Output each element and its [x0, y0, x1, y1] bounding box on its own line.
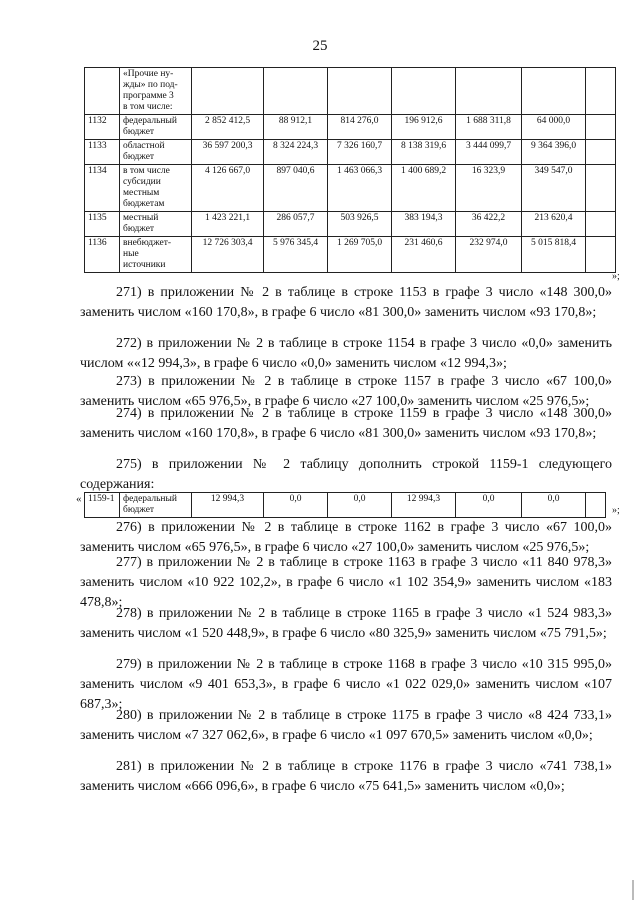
amendment-paragraph: 280) в приложении № 2 в таблице в строке 1175 в графе 3 число «8 424 733,1» заменить числом «7 327 062,6», в графе 6 число «1 097 670,5» заменить числом «0,0»; — [80, 708, 612, 743]
row-value-col-3: 1 423 221,1 — [192, 212, 264, 237]
row-code: 1134 — [85, 165, 120, 212]
row-value-col-9 — [586, 68, 616, 115]
amendment-paragraph: 271) в приложении № 2 в таблице в строке 1153 в графе 3 число «148 300,0» заменить числом «160 170,8», в графе 6 число «81 300,0» заменить числом «93 170,8»; — [80, 285, 612, 320]
row-value-col-7 — [456, 68, 522, 115]
table-row — [85, 140, 616, 165]
new-row-table — [84, 492, 606, 518]
amendment-paragraph: 281) в приложении № 2 в таблице в строке 1176 в графе 3 число «741 738,1» заменить числом «666 096,6», в графе 6 число «75 641,5» заменить числом «0,0»; — [80, 759, 612, 794]
amendment-paragraph: 275) в приложении № 2 таблицу дополнить строкой 1159-1 следующего содержания: — [80, 457, 612, 492]
scan-margin-mark — [632, 880, 634, 900]
amendment-paragraph: 277) в приложении № 2 в таблице в строке 1163 в графе 3 число «11 840 978,3» заменить числом «10 922 102,2», в графе 6 число «1 102 354,9» заменить числом «183 478,8»; — [80, 555, 612, 610]
row-value-col-8: 349 547,0 — [522, 165, 586, 212]
row-value-col-9 — [586, 493, 606, 518]
amendment-paragraph: 272) в приложении № 2 в таблице в строке 1154 в графе 3 число «0,0» заменить числом ««12 994,3», в графе 6 число «0,0» заменить числом «12 994,3»; — [80, 336, 612, 371]
row-name: областной бюджет — [120, 140, 192, 165]
row-value-col-6: 1 400 689,2 — [392, 165, 456, 212]
row-name: внебюджет- ные источники — [120, 237, 192, 273]
row-code: 1159-1 — [85, 493, 120, 518]
table-row — [85, 68, 616, 115]
row-value-col-3: 2 852 412,5 — [192, 115, 264, 140]
row-code: 1136 — [85, 237, 120, 273]
row-value-col-6: 383 194,3 — [392, 212, 456, 237]
amendment-paragraph: 278) в приложении № 2 в таблице в строке 1165 в графе 3 число «1 524 983,3» заменить числом «1 520 448,9», в графе 6 число «80 325,9» заменить числом «75 791,5»; — [80, 606, 612, 641]
row-value-col-6 — [392, 68, 456, 115]
amendment-paragraph: 273) в приложении № 2 в таблице в строке 1157 в графе 3 число «67 100,0» заменить числом «65 976,5», в графе 6 число «27 100,0» заменить числом «25 976,5»; — [80, 374, 612, 409]
row-name: федеральный бюджет — [120, 115, 192, 140]
row-value-col-7: 232 974,0 — [456, 237, 522, 273]
row-value-col-6: 8 138 319,6 — [392, 140, 456, 165]
row-value-col-4 — [264, 68, 328, 115]
row-value-col-8 — [522, 68, 586, 115]
row-value-col-7: 36 422,2 — [456, 212, 522, 237]
row-value-col-9 — [586, 140, 616, 165]
row-value-col-3: 4 126 667,0 — [192, 165, 264, 212]
row-value-col-3: 36 597 200,3 — [192, 140, 264, 165]
row-value-col-4: 286 057,7 — [264, 212, 328, 237]
row-value-col-3: 12 726 303,4 — [192, 237, 264, 273]
row-value-col-7: 16 323,9 — [456, 165, 522, 212]
row-code: 1133 — [85, 140, 120, 165]
table-row — [85, 165, 616, 212]
row-value-col-8: 64 000,0 — [522, 115, 586, 140]
row-value-col-6: 231 460,6 — [392, 237, 456, 273]
table-row — [85, 212, 616, 237]
table-closing-quote: »; — [612, 271, 620, 282]
row-value-col-5: 814 276,0 — [328, 115, 392, 140]
row-value-col-7: 0,0 — [456, 493, 522, 518]
row-value-col-4: 0,0 — [264, 493, 328, 518]
row-value-col-5: 503 926,5 — [328, 212, 392, 237]
row-value-col-6: 196 912,6 — [392, 115, 456, 140]
row-value-col-5: 0,0 — [328, 493, 392, 518]
row-closing-quote: »; — [612, 505, 620, 516]
row-value-col-8: 0,0 — [522, 493, 586, 518]
row-value-col-4: 88 912,1 — [264, 115, 328, 140]
row-value-col-8: 5 015 818,4 — [522, 237, 586, 273]
amendment-paragraph: 276) в приложении № 2 в таблице в строке 1162 в графе 3 число «67 100,0» заменить числом «65 976,5», в графе 6 число «27 100,0» заменить числом «25 976,5»; — [80, 520, 612, 555]
page-number: 25 — [312, 38, 328, 54]
row-value-col-9 — [586, 237, 616, 273]
row-value-col-3 — [192, 68, 264, 115]
row-value-col-5: 1 463 066,3 — [328, 165, 392, 212]
table-row — [85, 115, 616, 140]
row-value-col-4: 897 040,6 — [264, 165, 328, 212]
row-value-col-6: 12 994,3 — [392, 493, 456, 518]
row-value-col-8: 9 364 396,0 — [522, 140, 586, 165]
row-value-col-8: 213 620,4 — [522, 212, 586, 237]
row-name: в том числе субсидии местным бюджетам — [120, 165, 192, 212]
row-value-col-4: 5 976 345,4 — [264, 237, 328, 273]
row-value-col-3: 12 994,3 — [192, 493, 264, 518]
main-table — [84, 67, 616, 273]
row-value-col-4: 8 324 224,3 — [264, 140, 328, 165]
row-name: «Прочие ну- жды» по под- программе 3 в том числе: — [120, 68, 192, 115]
amendment-paragraph: 274) в приложении № 2 в таблице в строке 1159 в графе 3 число «148 300,0» заменить числом «160 170,8», в графе 6 число «81 300,0» заменить числом «93 170,8»; — [80, 406, 612, 441]
row-code: 1132 — [85, 115, 120, 140]
amendment-paragraph: 279) в приложении № 2 в таблице в строке 1168 в графе 3 число «10 315 995,0» заменить числом «9 401 653,3», в графе 6 число «1 022 029,0» заменить числом «107 687,3»; — [80, 657, 612, 712]
table-row — [85, 493, 606, 518]
table-row — [85, 237, 616, 273]
row-value-col-7: 1 688 311,8 — [456, 115, 522, 140]
row-value-col-9 — [586, 212, 616, 237]
row-value-col-9 — [586, 165, 616, 212]
row-name: федеральный бюджет — [120, 493, 192, 518]
row-opening-quote: « — [76, 493, 82, 505]
row-name: местный бюджет — [120, 212, 192, 237]
row-value-col-9 — [586, 115, 616, 140]
row-code: 1135 — [85, 212, 120, 237]
row-code — [85, 68, 120, 115]
row-value-col-5: 1 269 705,0 — [328, 237, 392, 273]
row-value-col-5: 7 326 160,7 — [328, 140, 392, 165]
row-value-col-7: 3 444 099,7 — [456, 140, 522, 165]
row-value-col-5 — [328, 68, 392, 115]
